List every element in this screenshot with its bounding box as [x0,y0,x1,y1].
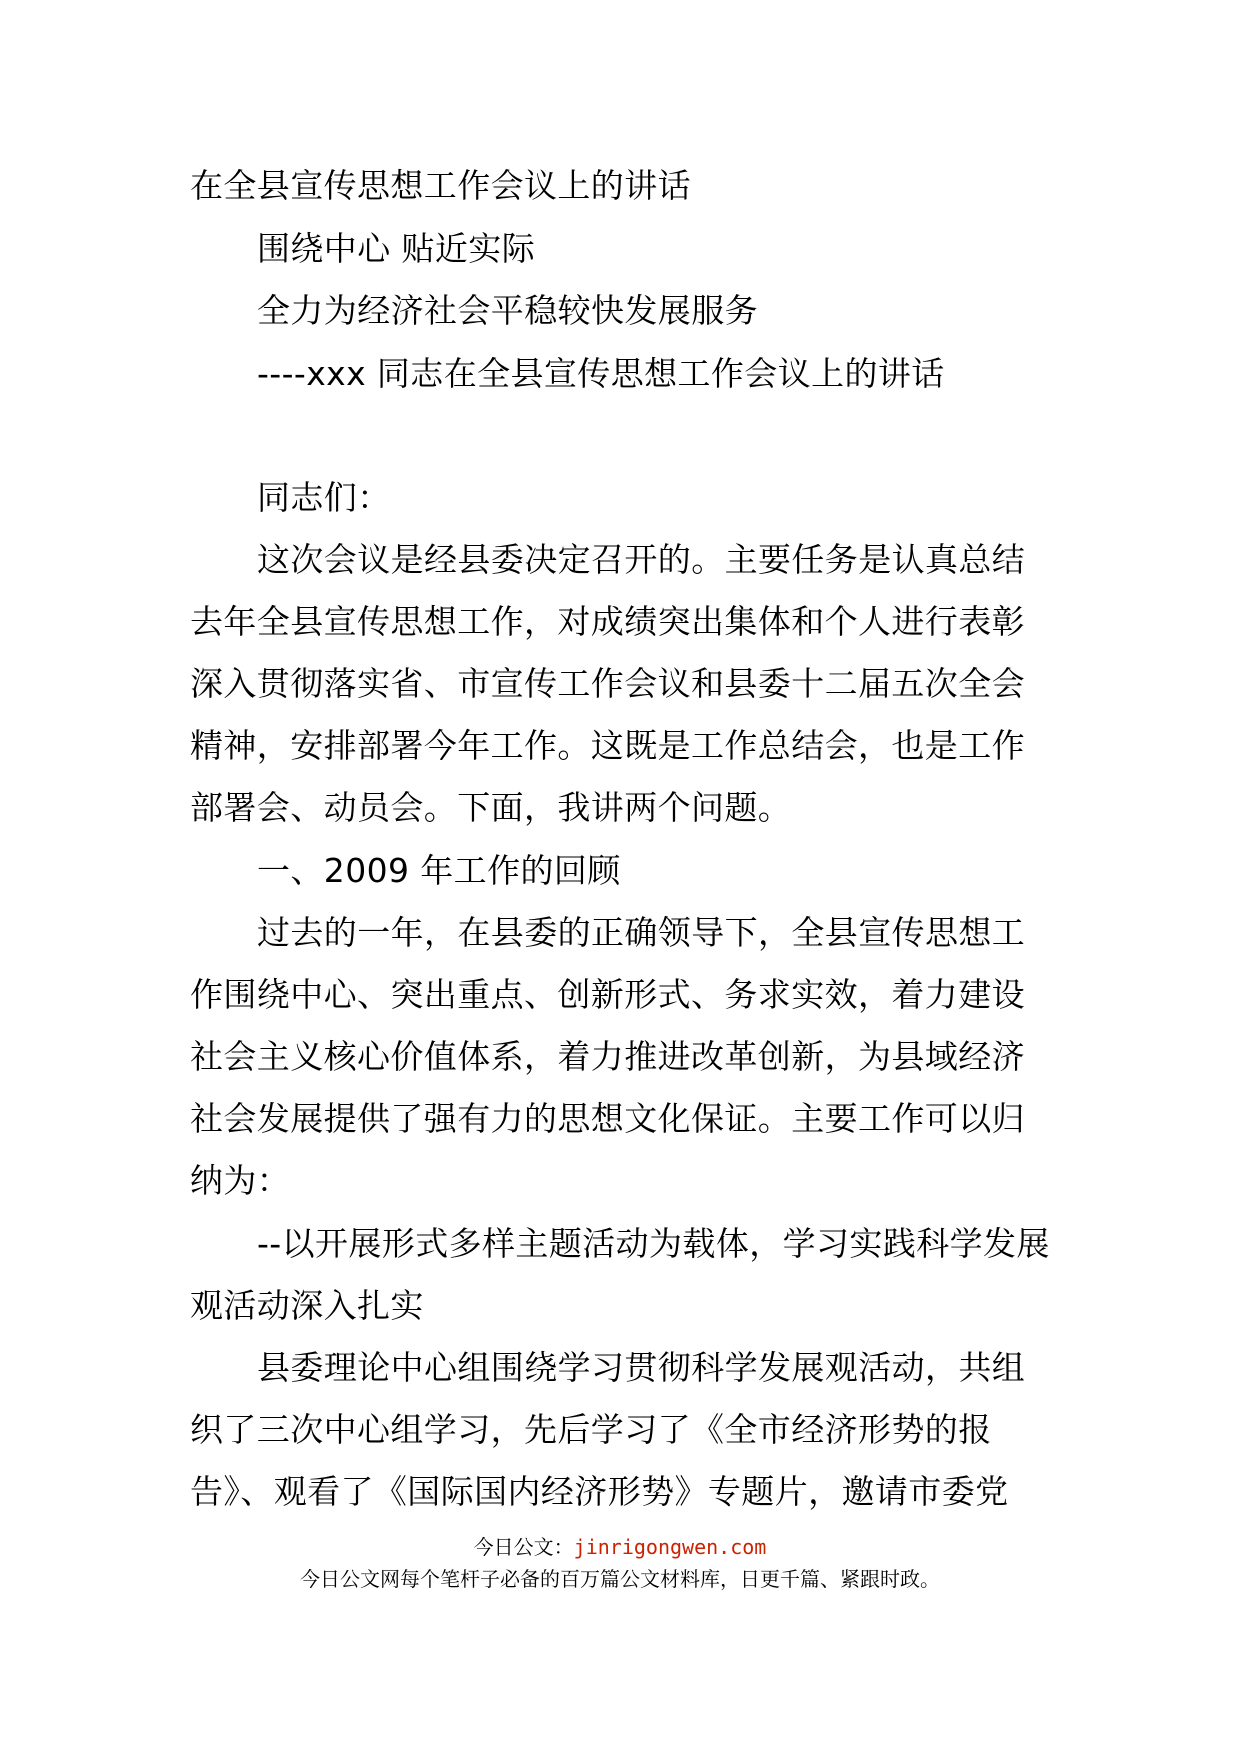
body-line: 这次会议是经县委决定召开的。主要任务是认真总结 [257,540,1026,579]
body-line: 社会发展提供了强有力的思想文化保证。主要工作可以归 [190,1099,1025,1138]
body-line: 过去的一年，在县委的正确领导下，全县宣传思想工 [257,913,1026,952]
footer-site-link[interactable]: jinrigongwen.com [573,1535,767,1559]
footer-site [0,1534,1240,1560]
subsection-heading: 观活动深入扎实 [190,1286,424,1325]
footer-site-label: 今日公文： [473,1535,574,1559]
speech-headline-2: 全力为经济社会平稳较快发展服务 [257,291,758,330]
body-line: 去年全县宣传思想工作，对成绩突出集体和个人进行表彰 [190,602,1025,641]
body-line: 深入贯彻落实省、市宣传工作会议和县委十二届五次全会 [190,664,1025,703]
footer-slogan: 今日公文网每个笔杆子必备的百万篇公文材料库，日更千篇、紧跟时政。 [300,1567,940,1591]
section-heading: 一、2009 年工作的回顾 [257,851,621,890]
body-line: 社会主义核心价值体系，着力推进改革创新，为县域经济 [190,1037,1025,1076]
body-line: 作围绕中心、突出重点、创新形式、务求实效，着力建设 [190,975,1025,1014]
salutation: 同志们： [257,478,391,517]
speech-byline: ----xxx 同志在全县宣传思想工作会议上的讲话 [257,354,945,393]
subsection-heading: --以开展形式多样主题活动为载体，学习实践科学发展 [257,1224,1050,1263]
body-line: 纳为： [190,1161,291,1200]
speech-headline-1: 围绕中心 贴近实际 [257,229,536,268]
document-title: 在全县宣传思想工作会议上的讲话 [190,166,691,205]
body-line: 部署会、动员会。下面，我讲两个问题。 [190,788,792,827]
body-line: 织了三次中心组学习，先后学习了《全市经济形势的报 [190,1410,992,1449]
body-line: 县委理论中心组围绕学习贯彻科学发展观活动，共组 [257,1348,1026,1387]
body-line: 精神，安排部署今年工作。这既是工作总结会，也是工作 [190,726,1025,765]
body-line: 告》、观看了《国际国内经济形势》专题片，邀请市委党 [190,1472,1009,1511]
